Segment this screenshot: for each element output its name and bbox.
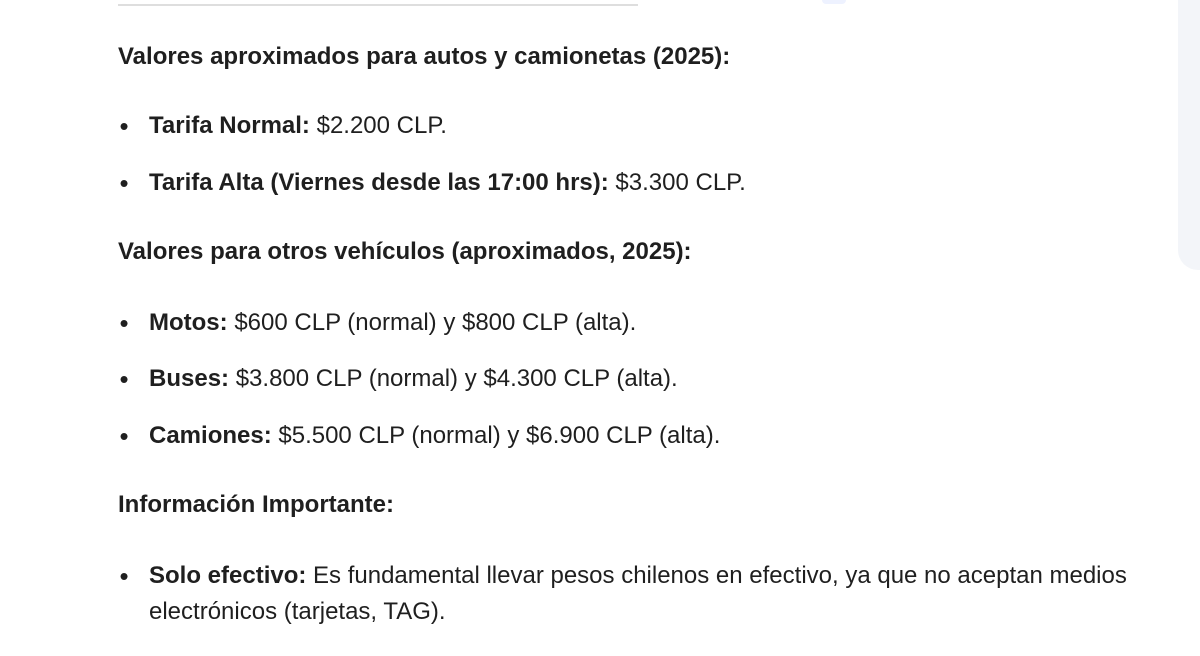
- list-item-label: Buses:: [149, 365, 230, 392]
- list-item-buses: [118, 361, 1148, 397]
- list-item-text: [149, 108, 1148, 144]
- list-item-label: Solo efectivo:: [149, 562, 307, 589]
- list-item-value: $600 CLP (normal) y $800 CLP (alta).: [227, 309, 637, 336]
- previous-content-chip: [822, 0, 846, 4]
- section-title-autos-camionetas: Valores aproximados para autos y camionetas (2025):: [118, 43, 731, 70]
- bullet-icon: •: [119, 308, 129, 338]
- list-item-value: Es fundamental llevar pesos chilenos en efectivo, ya que no aceptan medios electrónicos (tarjetas, TAG).: [149, 562, 1127, 625]
- list-item-solo-efectivo: [118, 558, 1148, 630]
- list-item-label: Tarifa Normal:: [149, 112, 310, 139]
- section-title-otros-vehiculos: Valores para otros vehículos (aproximados, 2025):: [118, 238, 692, 265]
- bullet-icon: •: [119, 364, 129, 394]
- bullet-icon: •: [119, 421, 129, 451]
- list-item-value: $3.800 CLP (normal) y $4.300 CLP (alta).: [229, 365, 678, 392]
- previous-content-fragment: [118, 0, 638, 6]
- bullet-icon: •: [119, 111, 129, 141]
- list-item-value: $2.200 CLP.: [309, 112, 447, 139]
- section-title-informacion-importante: Información Importante:: [118, 491, 395, 518]
- side-panel-edge: [1178, 0, 1200, 270]
- list-item-motos: [118, 305, 1148, 341]
- bullet-icon: •: [119, 168, 129, 198]
- list-item-label: Camiones:: [149, 422, 272, 449]
- list-item-tarifa-alta: [118, 165, 1148, 201]
- bullet-icon: •: [119, 561, 129, 591]
- list-item-text: [149, 305, 1148, 341]
- list-item-value: $5.500 CLP (normal) y $6.900 CLP (alta).: [271, 422, 721, 449]
- list-item-text: [149, 558, 1148, 630]
- list-item-tarifa-normal: [118, 108, 1148, 144]
- list-item-label: Tarifa Alta (Viernes desde las 17:00 hrs):: [149, 169, 609, 196]
- list-item-text: [149, 361, 1148, 397]
- list-item-camiones: [118, 418, 1148, 454]
- list-item-value: $3.300 CLP.: [608, 169, 746, 196]
- list-item-text: [149, 418, 1148, 454]
- list-item-label: Motos:: [149, 309, 228, 336]
- list-item-text: [149, 165, 1148, 201]
